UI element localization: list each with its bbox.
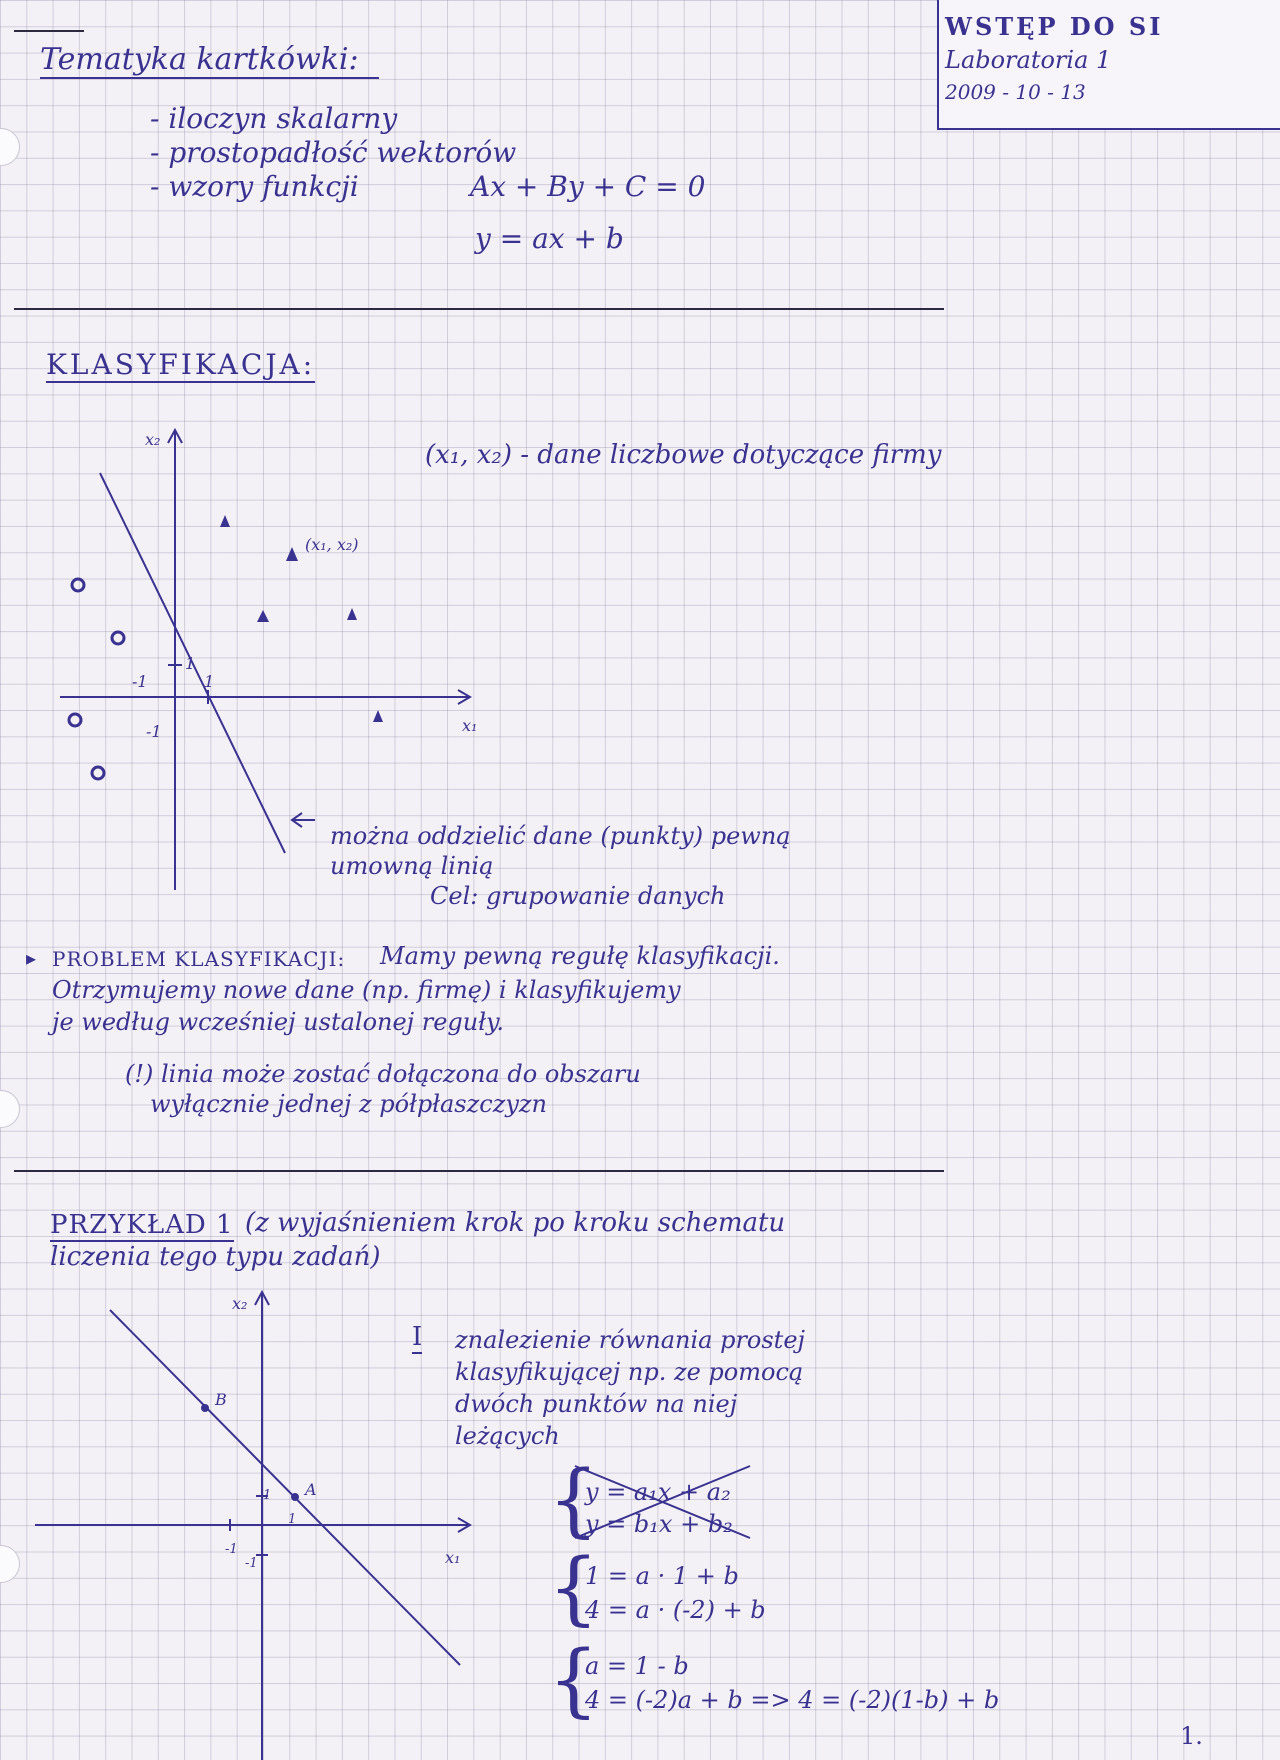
example-heading: PRZYKŁAD 1 bbox=[50, 1210, 234, 1240]
tick-label: -1 bbox=[132, 672, 148, 691]
arrow-note: umowną linią bbox=[330, 852, 494, 880]
step-text: dwóch punktów na niej bbox=[455, 1390, 738, 1418]
circle-point bbox=[69, 714, 81, 726]
lab-date: 2009 - 10 - 13 bbox=[945, 80, 1086, 104]
topics-heading: Tematyka kartkówki: bbox=[40, 42, 379, 79]
step-text: leżących bbox=[455, 1422, 560, 1450]
problem-label: PROBLEM KLASYFIKACJI: bbox=[52, 947, 346, 971]
point-b bbox=[201, 1404, 209, 1412]
triangle-point bbox=[220, 515, 230, 527]
point-label: (x₁, x₂) bbox=[305, 535, 359, 554]
system-equation: a = 1 - b bbox=[585, 1652, 689, 1680]
axis-label-x1: x₁ bbox=[462, 716, 478, 735]
triangle-point bbox=[257, 610, 269, 622]
system-equation: 4 = a · (-2) + b bbox=[585, 1596, 766, 1624]
tick-label: 1 bbox=[263, 1488, 272, 1503]
formula-slope: y = ax + b bbox=[475, 222, 624, 255]
topic-item: - wzory funkcji bbox=[150, 170, 359, 203]
system-brace: { bbox=[548, 1541, 599, 1634]
tick-label: 1 bbox=[185, 654, 196, 673]
step-number: I bbox=[412, 1322, 423, 1352]
section-divider bbox=[14, 308, 944, 310]
problem-text: je według wcześniej ustalonej reguły. bbox=[52, 1008, 505, 1036]
header-box bbox=[937, 0, 1280, 130]
triangle-point bbox=[347, 608, 357, 620]
system-equation: y = a₁x + a₂ bbox=[585, 1478, 731, 1506]
system-equation: 1 = a · 1 + b bbox=[585, 1562, 739, 1590]
page-number: 1. bbox=[1180, 1722, 1203, 1750]
triangle-point bbox=[373, 710, 383, 722]
topic-item: - iloczyn skalarny bbox=[150, 102, 398, 135]
step-text: znalezienie równania prostej bbox=[455, 1326, 805, 1354]
tick-label: 1 bbox=[204, 672, 215, 691]
system-equation: 4 = (-2)a + b => 4 = (-2)(1-b) + b bbox=[585, 1686, 1000, 1714]
classification-heading: KLASYFIKACJA: bbox=[46, 348, 316, 381]
topic-item: - prostopadłość wektorów bbox=[150, 136, 517, 169]
system-equation: y = b₁x + b₂ bbox=[585, 1510, 733, 1538]
example-graph bbox=[30, 1290, 430, 1710]
tick-label: -1 bbox=[245, 1556, 258, 1571]
example-heading-rest: (z wyjaśnieniem krok po kroku schematu bbox=[245, 1208, 786, 1238]
note-text: (!) linia może zostać dołączona do obszaru bbox=[125, 1060, 641, 1088]
goal-text: Cel: grupowanie danych bbox=[430, 882, 726, 910]
classifying-line bbox=[110, 1310, 460, 1665]
problem-bullet: ▸ bbox=[26, 946, 37, 970]
arrow-note: można oddzielić dane (punkty) pewną bbox=[330, 822, 791, 850]
course-title: WSTĘP DO SI bbox=[945, 12, 1164, 41]
binder-hole bbox=[0, 128, 20, 166]
lab-title: Laboratoria 1 bbox=[945, 46, 1112, 74]
step-text: klasyfikującej np. ze pomocą bbox=[455, 1358, 804, 1386]
point-a-label: A bbox=[305, 1480, 317, 1499]
tick-label: -1 bbox=[146, 722, 162, 741]
axis-label-x1: x₁ bbox=[445, 1548, 461, 1567]
binder-hole bbox=[0, 1545, 20, 1583]
section-divider bbox=[14, 1170, 944, 1172]
tick-label: 1 bbox=[288, 1512, 297, 1527]
corner-stroke bbox=[14, 30, 84, 32]
circle-point bbox=[112, 632, 124, 644]
circle-point bbox=[72, 579, 84, 591]
system-brace: { bbox=[548, 1633, 599, 1726]
triangle-point bbox=[286, 547, 298, 561]
problem-text: Mamy pewną regułę klasyfikacji. bbox=[380, 942, 780, 970]
tick-label: -1 bbox=[225, 1542, 238, 1557]
axis-label-x2: x₂ bbox=[232, 1294, 248, 1313]
cross-out bbox=[575, 1466, 775, 1546]
system-brace: { bbox=[548, 1453, 599, 1546]
axis-label-x2: x₂ bbox=[145, 430, 161, 449]
point-b-label: B bbox=[215, 1390, 227, 1409]
formula-general: Ax + By + C = 0 bbox=[470, 170, 706, 203]
note-text: wyłącznie jednej z półpłaszczyzn bbox=[150, 1090, 548, 1118]
binder-hole bbox=[0, 1090, 20, 1128]
point-a bbox=[291, 1493, 299, 1501]
data-note: (x₁, x₂) - dane liczbowe dotyczące firmy bbox=[425, 440, 942, 470]
circle-point bbox=[92, 767, 104, 779]
example-heading-rest: liczenia tego typu zadań) bbox=[50, 1242, 381, 1272]
problem-text: Otrzymujemy nowe dane (np. firmę) i klasyfikujemy bbox=[52, 976, 681, 1004]
